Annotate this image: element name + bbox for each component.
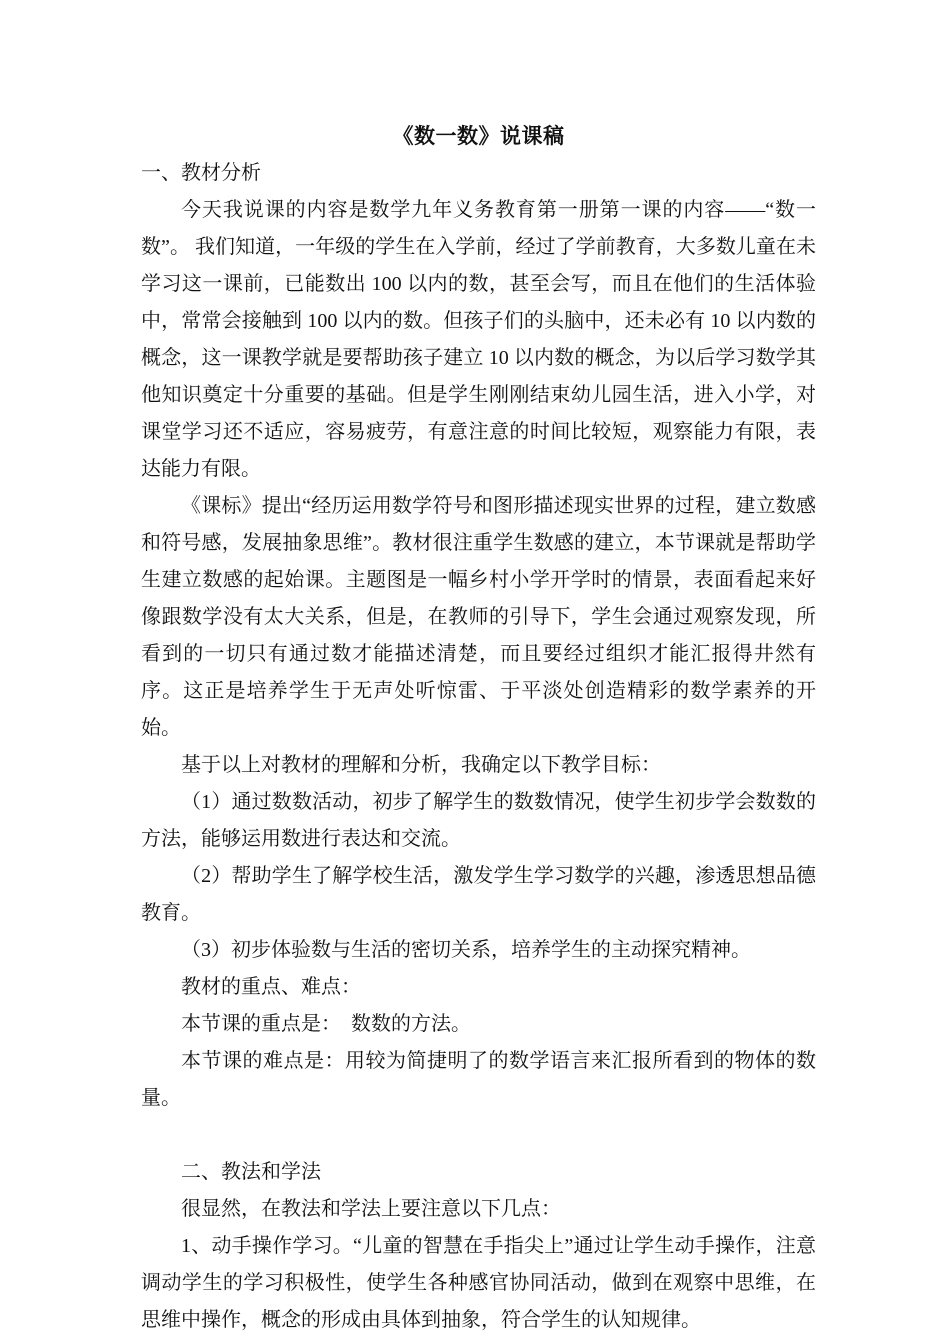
paragraph-method-1-hands-on: 1、动手操作学习。“儿童的智慧在手指尖上”通过让学生动手操作，注意调动学生的学习积极性，使学生各种感官协同活动，做到在观察中思维，在思维中操作，概念的形成由具体到抽象，符合学生的认知规律。 [141,1235,816,1331]
paragraph-key-point: 本节课的重点是： 数数的方法。 [181,1013,471,1035]
paragraph-key-difficult-points-label: 教材的重点、难点： [181,976,361,998]
paragraph-lesson-intro: 今天我说课的内容是数学九年义务教育第一册第一课的内容——“数一数”。 我们知道，一年级的学生在入学前，经过了学前教育，大多数儿童在未学习这一课前，已能数出 100 以内的数，甚至会写，而且在他们的生活体验中，常常会接触到 100 以内的数。但孩子们的头脑中，还未必有 10 以内数的概念，这一课教学就是要帮助孩子建立 10 以内数的概念，为以后学习数学其他知识奠定十分重要的基础。但是学生刚刚结束幼儿园生活，进入小学，对课堂学习还不适应，容易疲劳，有意注意的时间比较短，观察能力有限，表达能力有限。 [141,199,816,480]
paragraph-teaching-goals-intro: 基于以上对教材的理解和分析，我确定以下教学目标： [181,754,661,776]
paragraph-difficult-point: 本节课的难点是：用较为简捷明了的数学语言来汇报所看到的物体的数量。 [141,1050,816,1109]
paragraph-goal-3: （3）初步体验数与生活的密切关系，培养学生的主动探究精神。 [181,939,751,961]
section-heading-teaching-methods: 二、教法和学法 [181,1161,321,1183]
paragraph-goal-1: （1）通过数数活动，初步了解学生的数数情况，使学生初步学会数数的方法，能够运用数进行表达和交流。 [141,791,816,850]
page-title: 《数一数》说课稿 [392,124,565,148]
section-heading-material-analysis: 一、教材分析 [141,162,261,184]
blank-line [141,1117,816,1154]
paragraph-methods-intro: 很显然，在教法和学法上要注意以下几点： [181,1198,561,1220]
paragraph-goal-2: （2）帮助学生了解学校生活，激发学生学习数学的兴趣，渗透思想品德教育。 [141,865,816,924]
paragraph-curriculum-standard: 《课标》提出“经历运用数学符号和图形描述现实世界的过程，建立数感和符号感，发展抽象思维”。教材很注重学生数感的建立，本节课就是帮助学生建立数感的起始课。主题图是一幅乡村小学开学时的情景，表面看起来好像跟数学没有太大关系，但是，在教师的引导下，学生会通过观察发现，所看到的一切只有通过数才能描述清楚，而且要经过组织才能汇报得井然有序。这正是培养学生于无声处听惊雷、于平淡处创造精彩的数学素养的开始。 [141,495,816,739]
